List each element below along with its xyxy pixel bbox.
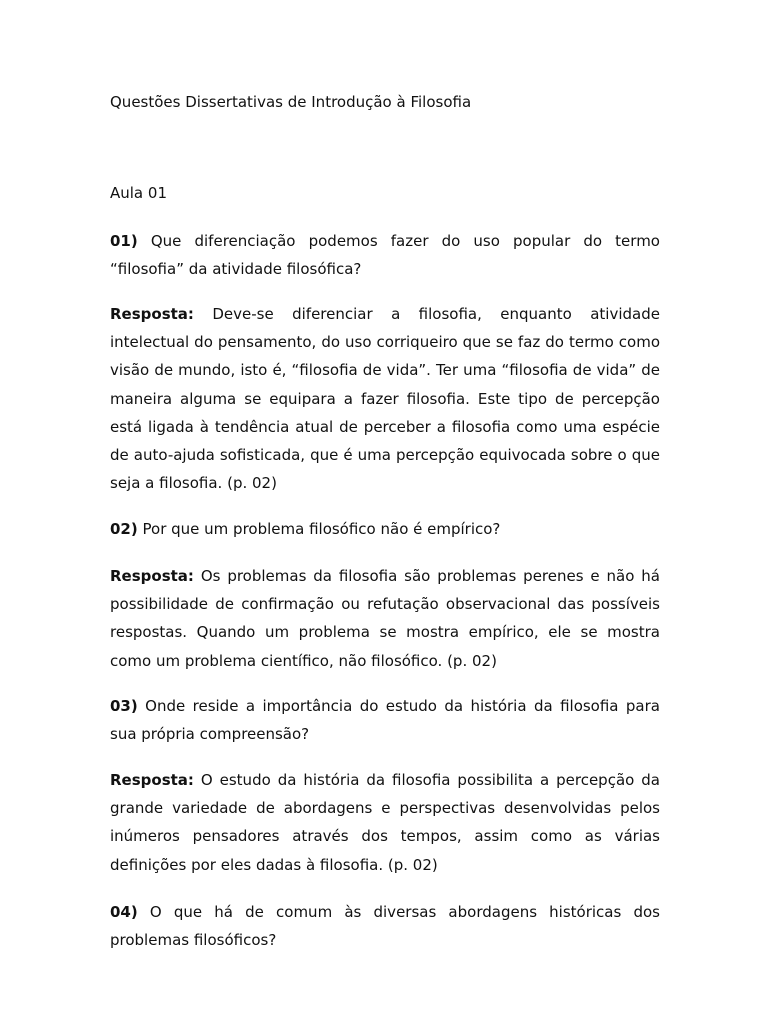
question-text: Onde reside a importância do estudo da história da filosofia para sua própria compreensão?: [110, 697, 660, 744]
answer-label: Resposta:: [110, 567, 194, 585]
answer-label: Resposta:: [110, 771, 194, 789]
answer-01: [110, 300, 660, 497]
question-01: [110, 227, 660, 283]
question-04: [110, 898, 660, 954]
question-number: 03): [110, 697, 138, 715]
question-number: 01): [110, 232, 138, 250]
question-text: Que diferenciação podemos fazer do uso popular do termo “filosofia” da atividade filosófica?: [110, 232, 660, 279]
answer-text: O estudo da história da filosofia possibilita a percepção da grande variedade de abordagens e perspectivas desenvolvidas pelos inúmeros pensadores através dos tempos, assim como as várias definições por eles dadas à filosofia. (p. 02): [110, 771, 660, 874]
question-02: [110, 515, 660, 543]
answer-text: Os problemas da filosofia são problemas perenes e não há possibilidade de confirmação ou refutação observacional das possíveis respostas. Quando um problema se mostra empírico, ele se mostra como um problema científico, não filosófico. (p. 02): [110, 567, 660, 670]
question-text: Por que um problema filosófico não é empírico?: [142, 520, 501, 538]
document-title: Questões Dissertativas de Introdução à Filosofia: [110, 93, 472, 111]
question-number: 04): [110, 903, 138, 921]
question-text: O que há de comum às diversas abordagens históricas dos problemas filosóficos?: [110, 903, 660, 950]
section-title: Aula 01: [110, 184, 167, 202]
answer-label: Resposta:: [110, 305, 194, 323]
question-03: [110, 692, 660, 748]
answer-03: [110, 766, 660, 879]
question-number: 02): [110, 520, 138, 538]
answer-02: [110, 562, 660, 675]
answer-text: Deve-se diferenciar a filosofia, enquanto atividade intelectual do pensamento, do uso corriqueiro que se faz do termo como visão de mundo, isto é, “filosofia de vida”. Ter uma “filosofia de vida” de maneira alguma se equipara a fazer filosofia. Este tipo de percepção está ligada à tendência atual de perceber a filosofia como uma espécie de auto-ajuda sofisticada, que é uma percepção equivocada sobre o que seja a filosofia. (p. 02): [110, 305, 660, 493]
